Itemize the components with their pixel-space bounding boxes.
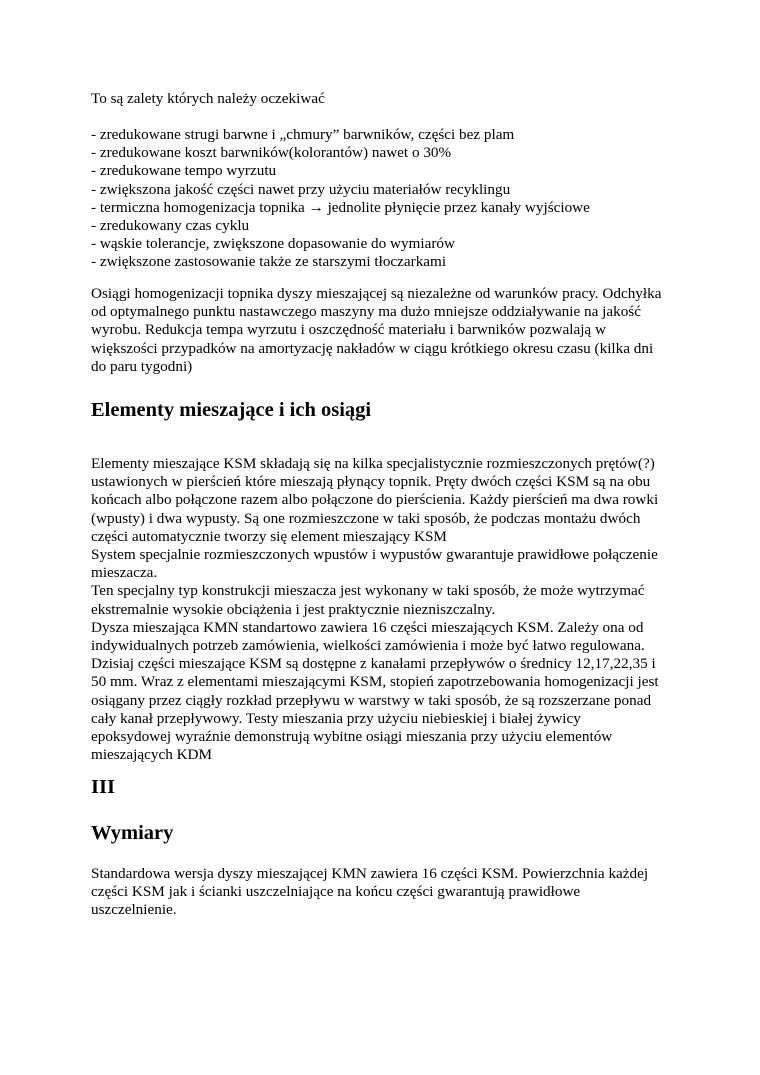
text-line: Elementy mieszające KSM składają się na kilka specjalistycznie rozmieszczonych prętów(?) <box>91 455 655 472</box>
text-line: Osiągi homogenizacji topnika dyszy mieszającej są niezależne od warunków pracy. Odchyłka <box>91 285 662 302</box>
text-line: końcach albo połączone razem albo połączone do pierścienia. Każdy pierścień ma dwa rowki <box>91 491 659 509</box>
list-item: - zredukowane strugi barwne i „chmury” barwników, części bez plam <box>91 126 515 143</box>
text-line: 50 mm. Wraz z elementami mieszającymi KSM, stopień zapotrzebowania homogenizacji jest <box>91 673 659 691</box>
paragraph-mixing-elements <box>91 455 681 764</box>
text-line: części automatycznie tworzy się element mieszający KSM <box>91 527 447 545</box>
text-line: epoksydowej wyraźnie demonstrują wybitne osiągi mieszania przy użyciu elementów <box>91 728 613 746</box>
text-line: Dzisiaj części mieszające KSM są dostępne z kanałami przepływów o średnicy 12,17,22,35 i <box>91 655 656 673</box>
heading-dimensions: Wymiary <box>91 822 174 844</box>
text-line: mieszacza. <box>91 564 158 582</box>
heading-mixing-elements: Elementy mieszające i ich osiągi <box>91 399 372 421</box>
text-line: ekstremalnie wysokie obciążenia i jest praktycznie niezniszczalny. <box>91 600 496 618</box>
list-item: - zwiększona jakość części nawet przy użyciu materiałów recyklingu <box>91 180 511 198</box>
list-item: - wąskie tolerancje, zwiększone dopasowanie do wymiarów <box>91 235 455 253</box>
heading-section-number: III <box>91 776 115 798</box>
text-line: cały kanał przepływowy. Testy mieszania przy użyciu niebieskiej i białej żywicy <box>91 709 581 727</box>
text-line: osiągany przez ciągły rozkład przepływu w warstwy w taki sposób, że są rozszerzane ponad <box>91 691 652 709</box>
text-line: wyrobu. Redukcja tempa wyrzutu i oszczędność materiału i barwników pozwalają w <box>91 321 606 339</box>
list-item: - zwiększone zastosowanie także ze starszymi tłoczarkami <box>91 253 447 271</box>
intro-text: To są zalety których należy oczekiwać <box>91 90 325 107</box>
text-line: System specjalnie rozmieszczonych wpustów i wypustów gwarantuje prawidłowe połączenie <box>91 546 658 564</box>
text-line: części KSM jak i ścianki uszczelniające na końcu części gwarantują prawidłowe <box>91 883 581 901</box>
list-item: - zredukowane koszt barwników(kolorantów) nawet o 30% <box>91 144 452 162</box>
text-line: Dysza mieszająca KMN standartowo zawiera 16 części mieszających KSM. Zależy ona od <box>91 618 644 636</box>
text-line: mieszających KDM <box>91 746 213 764</box>
list-item: - zredukowane tempo wyrzutu <box>91 162 277 180</box>
paragraph-dimensions <box>91 865 681 920</box>
paragraph-homogenization <box>91 285 681 376</box>
list-item: - zredukowany czas cyklu <box>91 216 250 234</box>
text-line: od optymalnego punktu nastawczego maszyny ma dużo mniejsze oddziaływanie na jakość <box>91 303 641 321</box>
text-line: większości przypadków na amortyzację nakładów w ciągu krótkiego okresu czasu (kilka dni <box>91 339 654 357</box>
text-line: Ten specjalny typ konstrukcji mieszacza jest wykonany w taki sposób, że może wytrzymać <box>91 582 645 600</box>
text-line: ustawionych w pierścień które mieszają płynący topnik. Pręty dwóch części KSM są na obu <box>91 473 651 491</box>
text-line: uszczelnienie. <box>91 901 177 919</box>
list-item: - termiczna homogenizacja topnika → jednolite płynięcie przez kanały wyjściowe <box>91 198 590 216</box>
text-line: (wpusty) i dwa wypusty. Są one rozmieszczone w taki sposób, że podczas montażu dwóch <box>91 509 641 527</box>
advantages-list <box>91 126 681 272</box>
text-line: do paru tygodni) <box>91 357 193 375</box>
text-line: Standardowa wersja dyszy mieszającej KMN zawiera 16 części KSM. Powierzchnia każdej <box>91 865 649 882</box>
text-line: indywidualnych potrzeb zamówienia, wielkości zamówienia i może być łatwo regulowana. <box>91 637 645 655</box>
